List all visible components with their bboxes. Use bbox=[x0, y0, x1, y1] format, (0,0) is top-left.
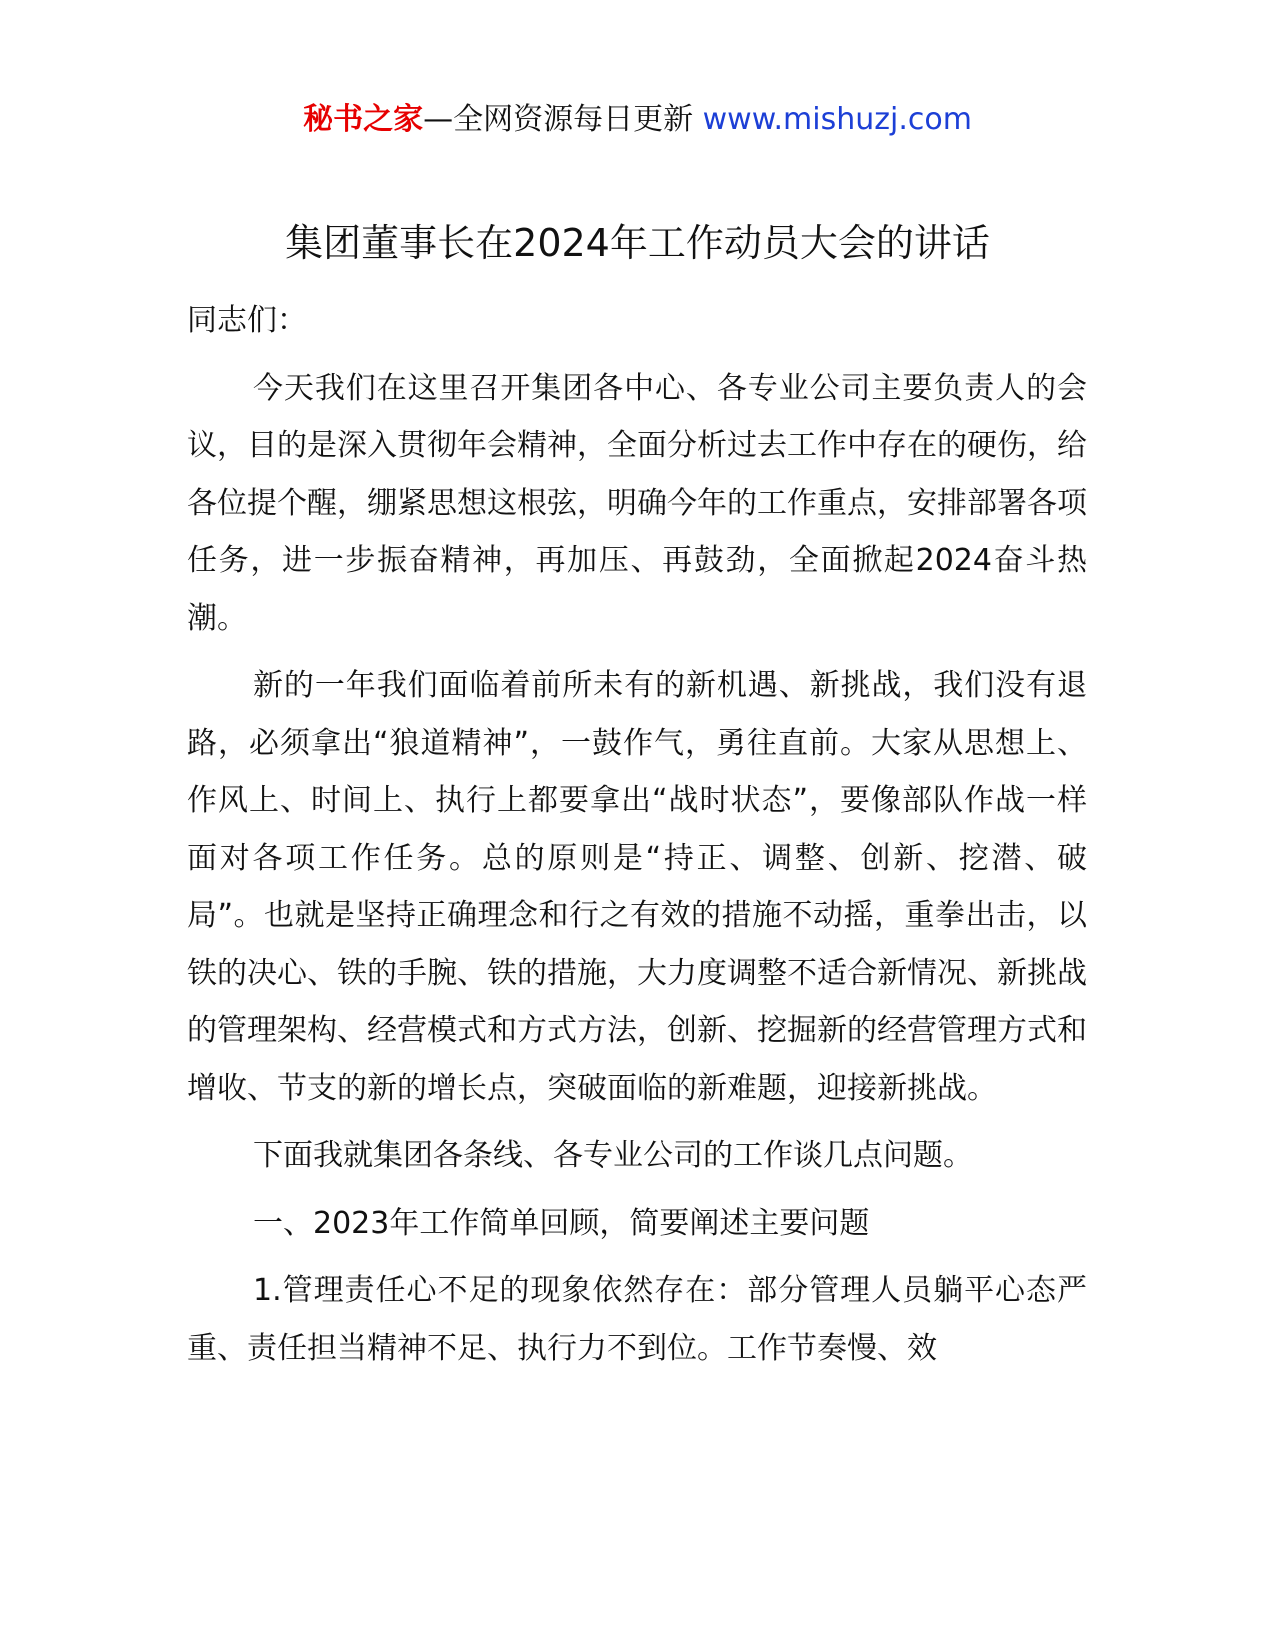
site-header bbox=[0, 100, 1275, 140]
paragraph: 1.管理责任心不足的现象依然存在：部分管理人员躺平心态严重、责任担当精神不足、执行力不到位。工作节奏慢、效 bbox=[187, 1273, 1087, 1366]
document-body bbox=[187, 292, 1087, 1387]
paragraph: 下面我就集团各条线、各专业公司的工作谈几点问题。 bbox=[253, 1138, 973, 1173]
header-tagline: —全网资源每日更新 bbox=[423, 102, 694, 137]
paragraph: 新的一年我们面临着前所未有的新机遇、新挑战，我们没有退路，必须拿出“狼道精神”，一鼓作气，勇往直前。大家从思想上、作风上、时间上、执行上都要拿出“战时状态”，要像部队作战一样面对各项工作任务。总的原则是“持正、调整、创新、挖潜、破局”。也就是坚持正确理念和行之有效的措施不动摇，重拳出击，以铁的决心、铁的手腕、铁的措施，大力度调整不适合新情况、新挑战的管理架构、经营模式和方式方法，创新、挖掘新的经营管理方式和增收、节支的新的增长点，突破面临的新难题，迎接新挑战。 bbox=[187, 668, 1087, 1106]
site-url-link[interactable]: www.mishuzj.com bbox=[702, 102, 972, 137]
document-title: 集团董事长在2024年工作动员大会的讲话 bbox=[285, 221, 990, 265]
brand-name: 秘书之家 bbox=[303, 102, 424, 137]
section-heading: 一、2023年工作简单回顾，简要阐述主要问题 bbox=[253, 1205, 870, 1241]
paragraph: 今天我们在这里召开集团各中心、各专业公司主要负责人的会议，目的是深入贯彻年会精神，全面分析过去工作中存在的硬伤，给各位提个醒，绷紧思想这根弦，明确今年的工作重点，安排部署各项任务，进一步振奋精神，再加压、再鼓劲，全面掀起2024奋斗热潮。 bbox=[187, 370, 1087, 636]
salutation: 同志们： bbox=[187, 303, 307, 338]
